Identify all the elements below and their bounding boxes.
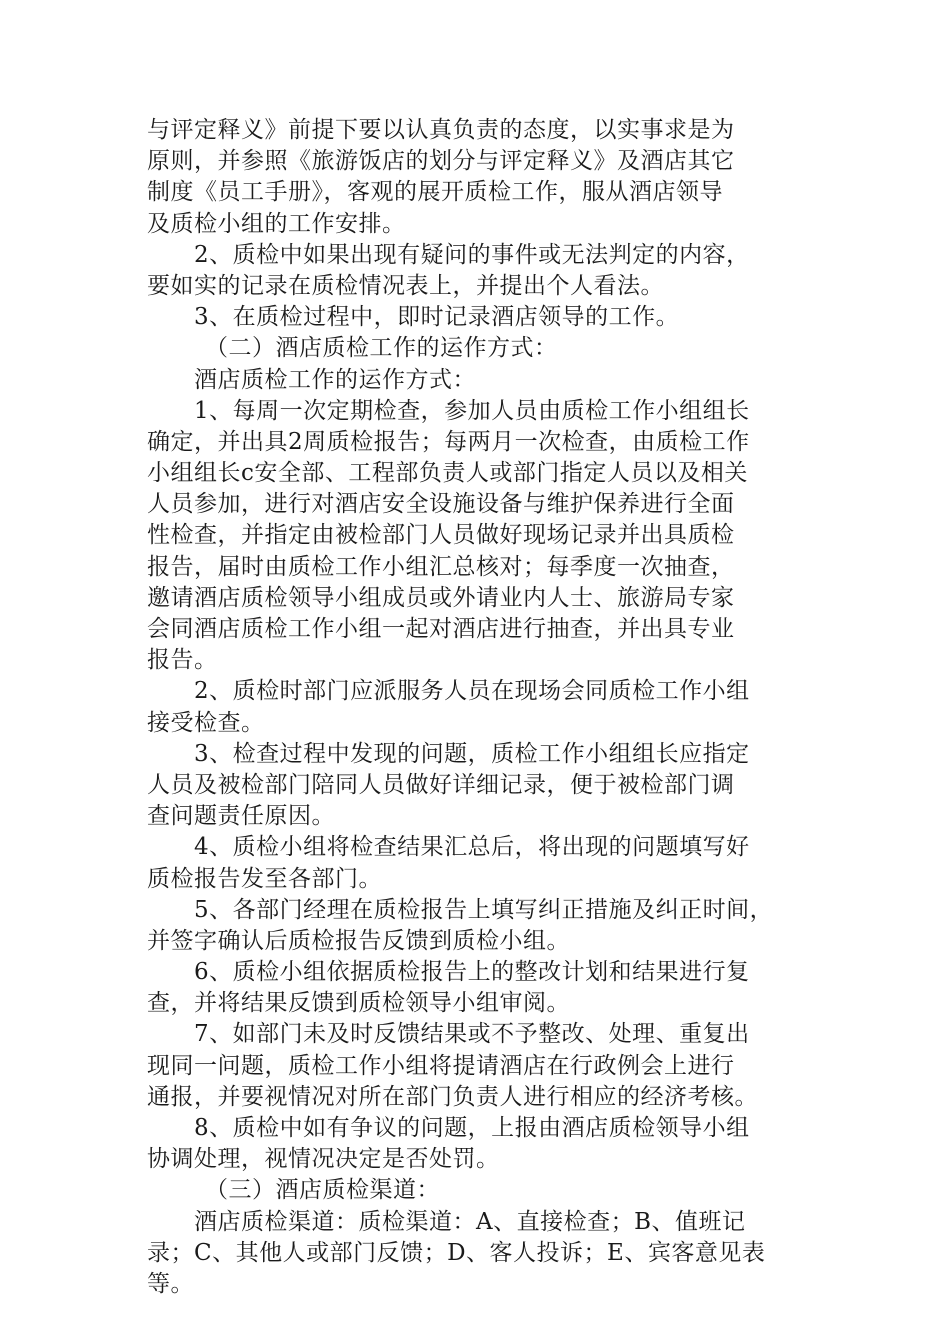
text-line: 7、如部门未及时反馈结果或不予整改、处理、重复出 (194, 1021, 750, 1048)
text-line: 现同一问题，质检工作小组将提请酒店在行政例会上进行 (147, 1052, 735, 1079)
text-line: 与评定释义》前提下要以认真负责的态度，以实事求是为 (147, 117, 735, 143)
text-line: 2、质检时部门应派服务人员在现场会同质检工作小组 (194, 678, 750, 705)
text-line: 协调处理，视情况决定是否处罚。 (147, 1146, 500, 1173)
text-line: 报告，届时由质检工作小组汇总核对；每季度一次抽查， (147, 553, 735, 580)
text-line: 确定，并出具2周质检报告；每两月一次检查，由质检工作 (147, 428, 750, 455)
text-line: 查，并将结果反馈到质检领导小组审阅。 (147, 990, 570, 1017)
text-line: 原则，并参照《旅游饭店的划分与评定释义》及酒店其它 (147, 148, 735, 175)
text-line: 并签字确认后质检报告反馈到质检小组。 (147, 927, 570, 954)
text-line: 接受检查。 (147, 709, 265, 736)
text-line: （二）酒店质检工作的运作方式： (205, 335, 558, 362)
text-line: 查问题责任原因。 (147, 803, 335, 830)
text-line: 及质检小组的工作安排。 (147, 210, 406, 237)
text-line: 8、质检中如有争议的问题，上报由酒店质检领导小组 (194, 1115, 750, 1141)
text-line: 会同酒店质检工作小组一起对酒店进行抽查，并出具专业 (147, 616, 735, 642)
text-line: 报告。 (147, 647, 218, 674)
text-line: 3、检查过程中发现的问题，质检工作小组组长应指定 (194, 740, 750, 767)
text-line: 酒店质检渠道：质检渠道：A、直接检查；B、值班记 (194, 1208, 746, 1235)
text-line: 2、质检中如果出现有疑问的事件或无法判定的内容， (194, 241, 750, 268)
text-line: 3、在质检过程中，即时记录酒店领导的工作。 (194, 304, 680, 331)
text-line: 人员参加，进行对酒店安全设施设备与维护保养进行全面 (147, 491, 735, 518)
text-line: 录；C、其他人或部门反馈；D、客人投诉；E、宾客意见表 (147, 1239, 766, 1266)
text-line: 要如实的记录在质检情况表上，并提出个人看法。 (147, 272, 664, 299)
text-line: 5、各部门经理在质检报告上填写纠正措施及纠正时间， (194, 896, 774, 923)
text-line: 等。 (147, 1270, 194, 1297)
text-line: 小组组长c安全部、工程部负责人或部门指定人员以及相关 (147, 460, 748, 487)
text-line: 邀请酒店质检领导小组成员或外请业内人士、旅游局专家 (147, 584, 735, 611)
text-line: 制度《员工手册》，客观的展开质检工作，服从酒店领导 (147, 179, 723, 206)
text-line: 通报，并要视情况对所在部门负责人进行相应的经济考核。 (147, 1083, 758, 1110)
document-body (147, 115, 812, 1300)
text-line: 质检报告发至各部门。 (147, 865, 382, 892)
text-line: 4、质检小组将检查结果汇总后，将出现的问题填写好 (194, 834, 750, 861)
text-line: 1、每周一次定期检查，参加人员由质检工作小组组长 (194, 397, 750, 424)
text-line: 人员及被检部门陪同人员做好详细记录，便于被检部门调 (147, 771, 735, 798)
text-line: 酒店质检工作的运作方式： (194, 366, 476, 393)
text-line: （三）酒店质检渠道： (205, 1177, 440, 1204)
text-line: 6、质检小组依据质检报告上的整改计划和结果进行复 (194, 959, 750, 986)
text-line: 性检查，并指定由被检部门人员做好现场记录并出具质检 (147, 522, 735, 549)
